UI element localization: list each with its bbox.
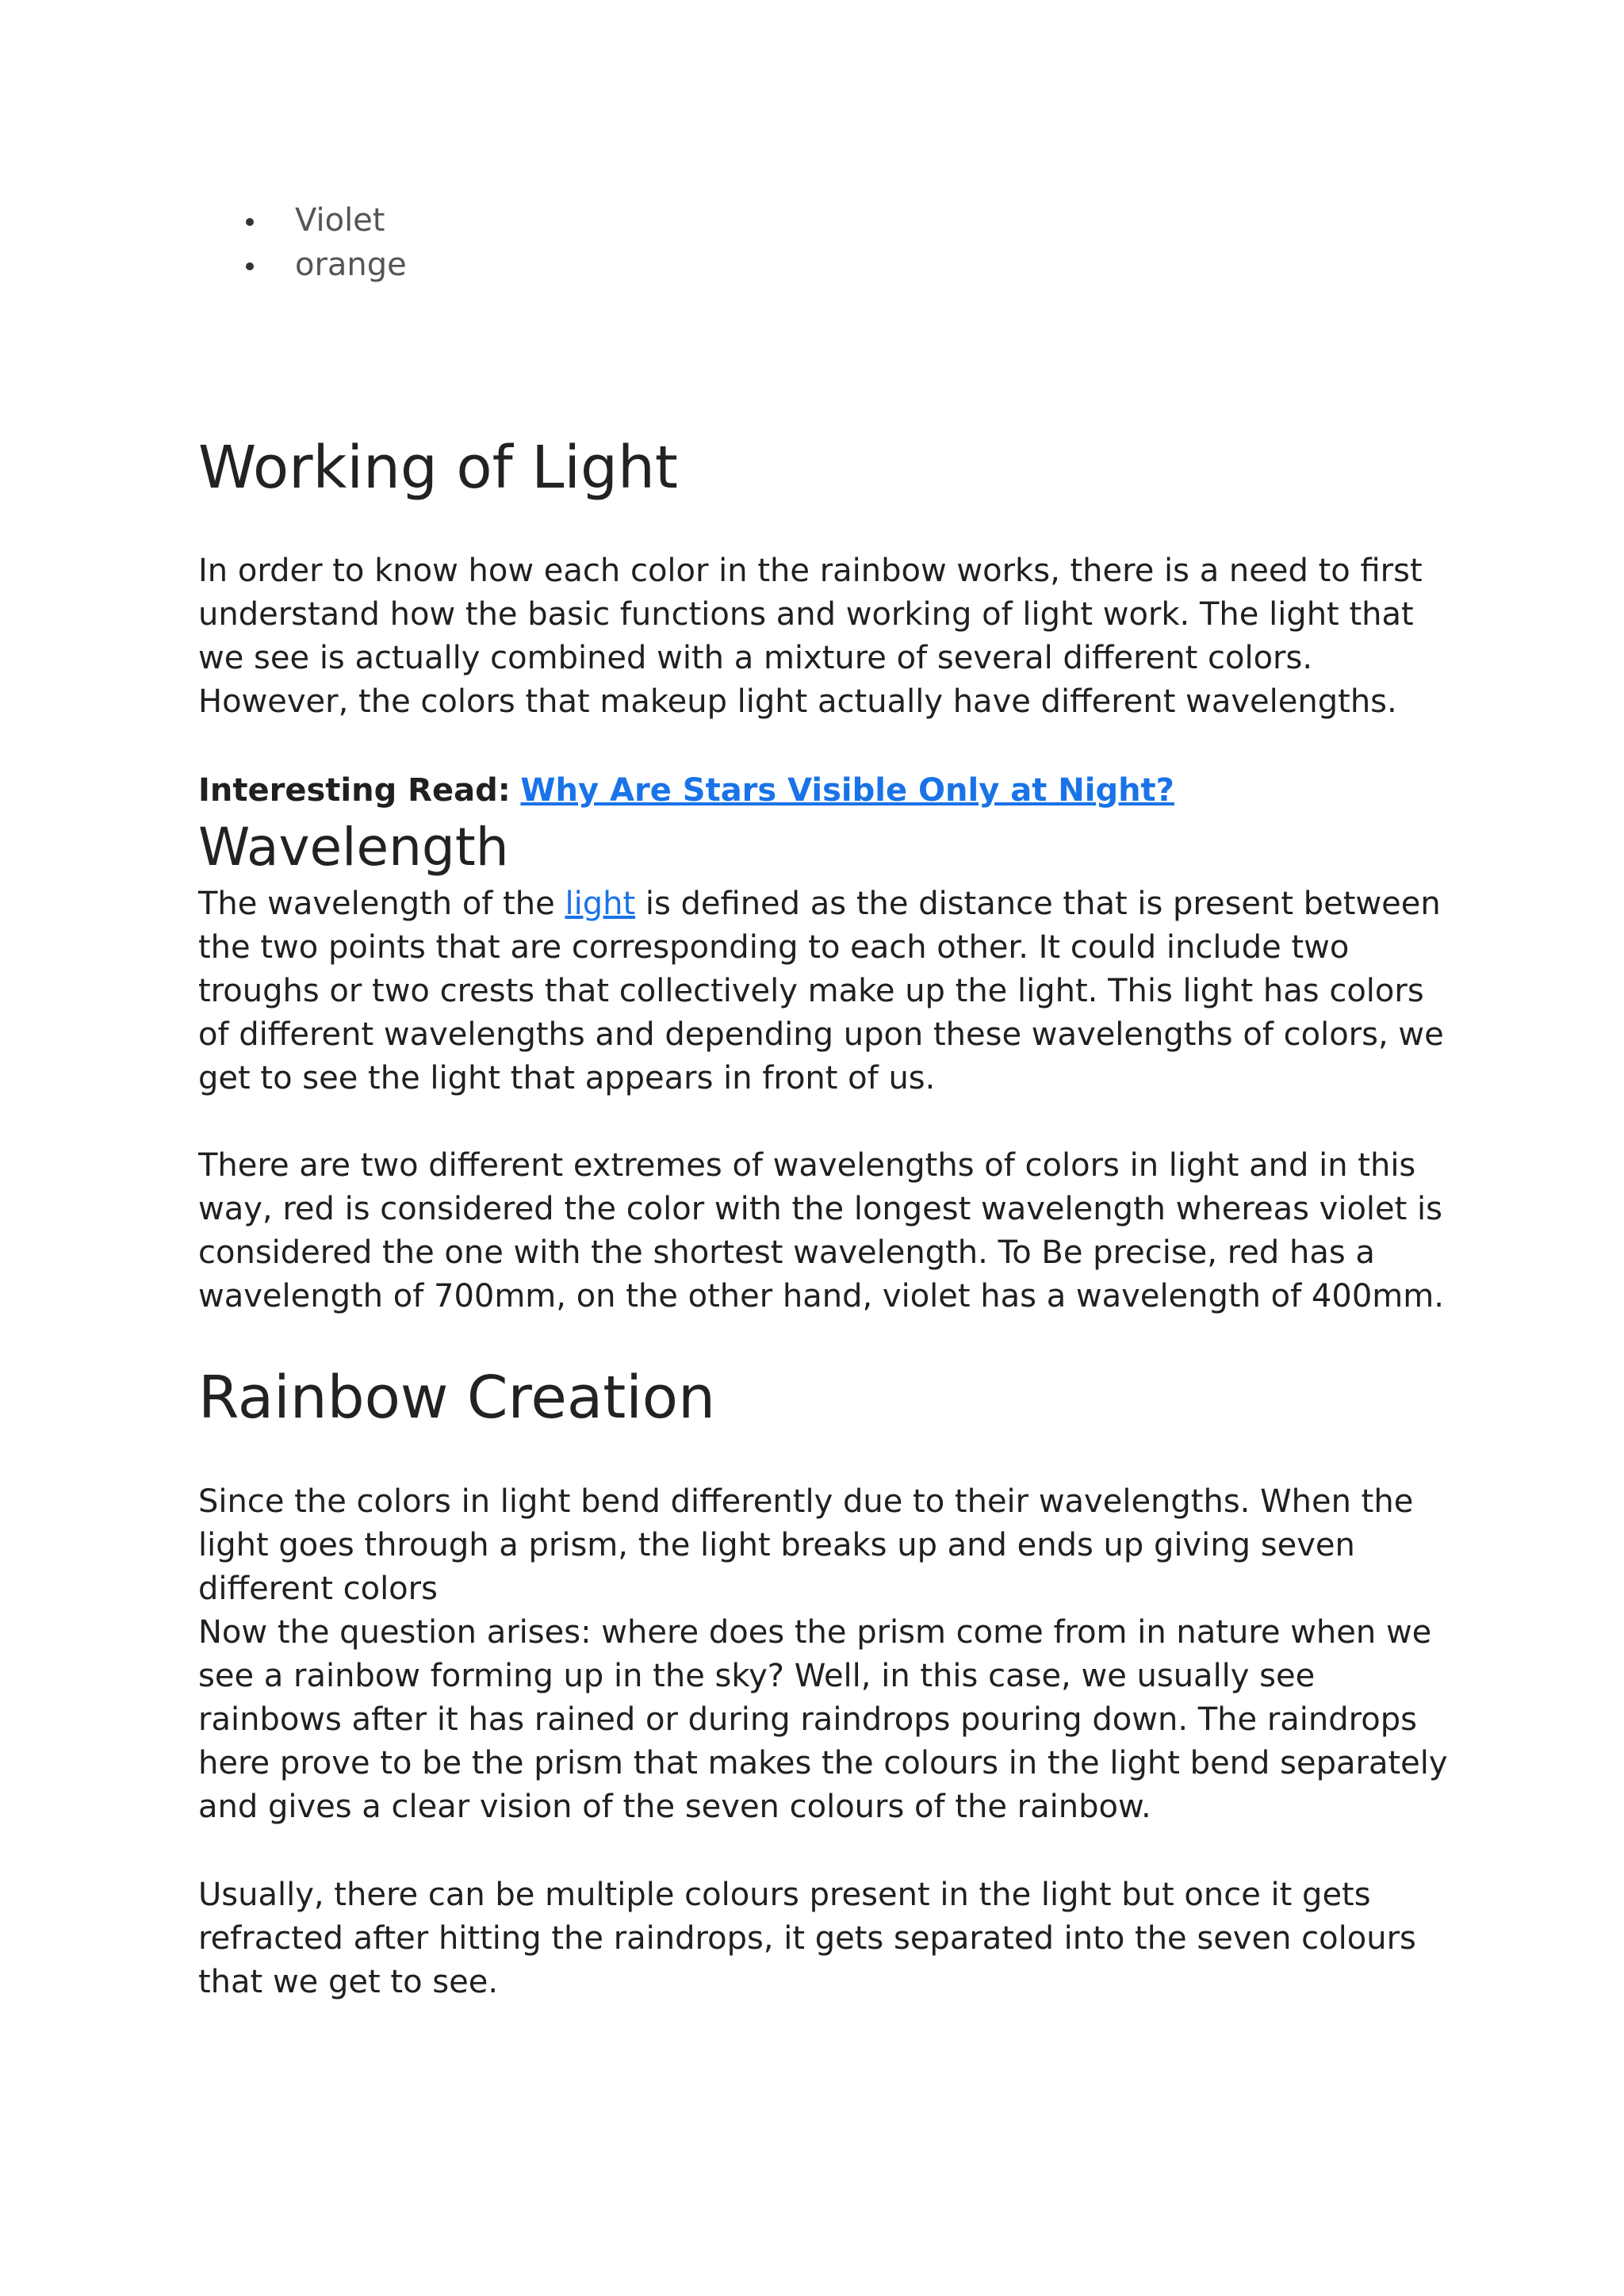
light-link[interactable]: light <box>565 886 636 922</box>
heading-wavelength: Wavelength <box>198 817 509 878</box>
paragraph-rainbow-1: Since the colors in light bend differently due to their wavelengths. When the light goes through a prism, the light breaks up and ends up giving seven different colors <box>198 1483 1414 1607</box>
heading-working-of-light: Working of Light <box>198 434 678 502</box>
paragraph-wavelength-2: There are two different extremes of wavelengths of colors in light and in this way, red is considered the color with the longest wavelength whereas violet is considered the one with the shortest wavelength. To Be precise, red has a wavelength of 700mm, on the other hand, violet has a wavelength of 400mm. <box>198 1147 1444 1314</box>
heading-rainbow-creation: Rainbow Creation <box>198 1364 715 1432</box>
paragraph-rainbow-3: Usually, there can be multiple colours present in the light but once it gets refracted after hitting the raindrops, it gets separated into the seven colours that we get to see. <box>198 1877 1416 2000</box>
list-item: orange <box>246 243 407 287</box>
paragraph-text: The wavelength of the <box>198 886 565 922</box>
paragraph-working-of-light: In order to know how each color in the rainbow works, there is a need to first understand how the basic functions and working of light work. The light that we see is actually combined with a mixture of several different colors. However, the colors that makeup light actually have different wavelengths. <box>198 553 1423 720</box>
paragraph-wavelength-1 <box>198 882 1459 1100</box>
color-list <box>246 198 407 287</box>
interesting-read <box>198 769 1174 813</box>
paragraph-text: is defined as the distance that is present between the two points that are corresponding to each other. It could include two troughs or two crests that collectively make up the light. This light has colors of different wavelengths and depending upon these wavelengths of colors, we get to see the light that appears in front of us. <box>198 886 1444 1096</box>
paragraph-rainbow-2: Now the question arises: where does the prism come from in nature when we see a rainbow forming up in the sky? Well, in this case, we usually see rainbows after it has rained or during raindrops pouring down. The raindrops here prove to be the prism that makes the colours in the light bend separately and gives a clear vision of the seven colours of the rainbow. <box>198 1614 1448 1825</box>
interesting-read-label: Interesting Read: <box>198 772 511 809</box>
interesting-read-link[interactable]: Why Are Stars Visible Only at Night? <box>520 772 1174 809</box>
list-item: Violet <box>246 198 407 243</box>
